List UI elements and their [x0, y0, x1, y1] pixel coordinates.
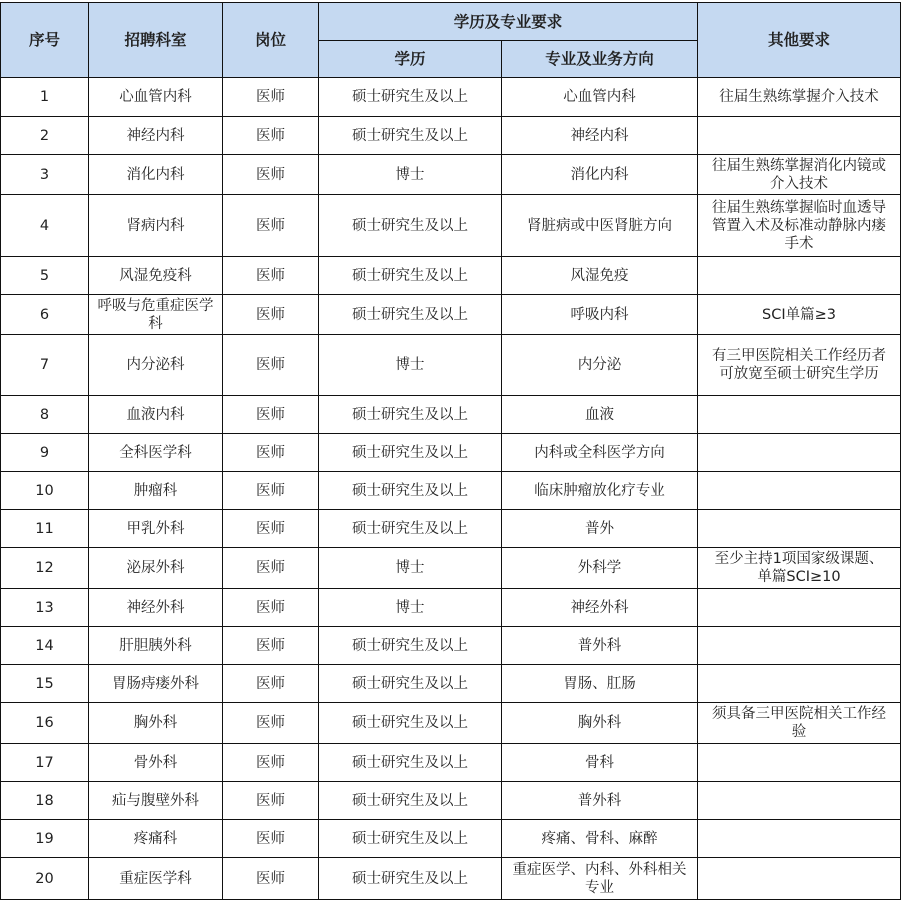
table-row [1, 510, 901, 548]
cell-major: 外科学 [502, 548, 698, 589]
cell-major: 呼吸内科 [502, 295, 698, 335]
cell-post: 医师 [223, 820, 319, 858]
cell-other [698, 257, 901, 295]
cell-major: 疼痛、骨科、麻醉 [502, 820, 698, 858]
cell-major: 重症医学、内科、外科相关专业 [502, 858, 698, 900]
table-row [1, 295, 901, 335]
cell-no: 11 [1, 510, 89, 548]
table-row [1, 548, 901, 589]
cell-no: 16 [1, 703, 89, 744]
cell-dept: 肿瘤科 [89, 472, 223, 510]
cell-no: 7 [1, 335, 89, 396]
cell-major: 内科或全科医学方向 [502, 434, 698, 472]
cell-other [698, 117, 901, 155]
cell-edu: 硕士研究生及以上 [319, 117, 502, 155]
cell-dept: 重症医学科 [89, 858, 223, 900]
cell-post: 医师 [223, 155, 319, 195]
header-post: 岗位 [223, 3, 319, 78]
table-row [1, 627, 901, 665]
cell-major: 骨科 [502, 744, 698, 782]
table-body [1, 78, 901, 900]
cell-edu: 硕士研究生及以上 [319, 858, 502, 900]
table-row [1, 195, 901, 257]
cell-major: 心血管内科 [502, 78, 698, 117]
cell-edu: 博士 [319, 335, 502, 396]
cell-major: 风湿免疫 [502, 257, 698, 295]
cell-dept: 全科医学科 [89, 434, 223, 472]
cell-edu: 硕士研究生及以上 [319, 396, 502, 434]
cell-edu: 硕士研究生及以上 [319, 434, 502, 472]
cell-edu: 硕士研究生及以上 [319, 782, 502, 820]
cell-post: 医师 [223, 434, 319, 472]
cell-major: 肾脏病或中医肾脏方向 [502, 195, 698, 257]
table-row [1, 782, 901, 820]
table-row [1, 434, 901, 472]
cell-other [698, 510, 901, 548]
cell-edu: 硕士研究生及以上 [319, 78, 502, 117]
cell-post: 医师 [223, 472, 319, 510]
cell-other [698, 434, 901, 472]
table-row [1, 335, 901, 396]
cell-edu: 博士 [319, 548, 502, 589]
cell-other [698, 589, 901, 627]
table-row [1, 155, 901, 195]
cell-post: 医师 [223, 257, 319, 295]
cell-no: 3 [1, 155, 89, 195]
cell-other: SCI单篇≥3 [698, 295, 901, 335]
header-no: 序号 [1, 3, 89, 78]
cell-no: 1 [1, 78, 89, 117]
cell-no: 18 [1, 782, 89, 820]
cell-no: 15 [1, 665, 89, 703]
table-row [1, 744, 901, 782]
cell-other [698, 744, 901, 782]
cell-other: 至少主持1项国家级课题、单篇SCI≥10 [698, 548, 901, 589]
cell-post: 医师 [223, 396, 319, 434]
cell-no: 10 [1, 472, 89, 510]
cell-no: 14 [1, 627, 89, 665]
table-row [1, 665, 901, 703]
cell-edu: 硕士研究生及以上 [319, 820, 502, 858]
cell-no: 12 [1, 548, 89, 589]
header-major: 专业及业务方向 [502, 41, 698, 78]
cell-major: 临床肿瘤放化疗专业 [502, 472, 698, 510]
cell-dept: 神经内科 [89, 117, 223, 155]
cell-dept: 心血管内科 [89, 78, 223, 117]
header-other: 其他要求 [698, 3, 901, 78]
cell-dept: 消化内科 [89, 155, 223, 195]
cell-post: 医师 [223, 858, 319, 900]
cell-no: 13 [1, 589, 89, 627]
cell-other [698, 472, 901, 510]
cell-dept: 肾病内科 [89, 195, 223, 257]
cell-no: 9 [1, 434, 89, 472]
cell-other [698, 782, 901, 820]
cell-edu: 硕士研究生及以上 [319, 257, 502, 295]
cell-edu: 博士 [319, 589, 502, 627]
cell-no: 6 [1, 295, 89, 335]
cell-other: 往届生熟练掌握介入技术 [698, 78, 901, 117]
cell-post: 医师 [223, 627, 319, 665]
cell-major: 消化内科 [502, 155, 698, 195]
cell-post: 医师 [223, 295, 319, 335]
cell-no: 17 [1, 744, 89, 782]
table-row [1, 589, 901, 627]
cell-dept: 呼吸与危重症医学科 [89, 295, 223, 335]
table-row [1, 78, 901, 117]
cell-other [698, 858, 901, 900]
cell-no: 5 [1, 257, 89, 295]
cell-major: 胃肠、肛肠 [502, 665, 698, 703]
cell-post: 医师 [223, 510, 319, 548]
cell-dept: 疼痛科 [89, 820, 223, 858]
header-dept: 招聘科室 [89, 3, 223, 78]
cell-edu: 硕士研究生及以上 [319, 627, 502, 665]
cell-edu: 硕士研究生及以上 [319, 195, 502, 257]
cell-other [698, 665, 901, 703]
cell-dept: 甲乳外科 [89, 510, 223, 548]
cell-dept: 肝胆胰外科 [89, 627, 223, 665]
cell-edu: 硕士研究生及以上 [319, 295, 502, 335]
table-row [1, 858, 901, 900]
cell-dept: 胃肠痔瘘外科 [89, 665, 223, 703]
cell-no: 4 [1, 195, 89, 257]
cell-other: 往届生熟练掌握消化内镜或介入技术 [698, 155, 901, 195]
cell-no: 2 [1, 117, 89, 155]
cell-dept: 神经外科 [89, 589, 223, 627]
cell-post: 医师 [223, 744, 319, 782]
cell-dept: 胸外科 [89, 703, 223, 744]
cell-major: 普外科 [502, 782, 698, 820]
cell-dept: 内分泌科 [89, 335, 223, 396]
cell-post: 医师 [223, 782, 319, 820]
cell-post: 医师 [223, 548, 319, 589]
cell-post: 医师 [223, 117, 319, 155]
cell-edu: 硕士研究生及以上 [319, 472, 502, 510]
cell-dept: 风湿免疫科 [89, 257, 223, 295]
table-row [1, 117, 901, 155]
cell-other: 往届生熟练掌握临时血透导管置入术及标准动静脉内瘘手术 [698, 195, 901, 257]
header-edu: 学历 [319, 41, 502, 78]
cell-dept: 血液内科 [89, 396, 223, 434]
cell-major: 神经外科 [502, 589, 698, 627]
cell-no: 8 [1, 396, 89, 434]
table-row [1, 472, 901, 510]
cell-major: 内分泌 [502, 335, 698, 396]
cell-dept: 骨外科 [89, 744, 223, 782]
cell-no: 20 [1, 858, 89, 900]
cell-edu: 博士 [319, 155, 502, 195]
cell-other [698, 627, 901, 665]
cell-no: 19 [1, 820, 89, 858]
cell-other [698, 820, 901, 858]
table-row [1, 703, 901, 744]
cell-post: 医师 [223, 703, 319, 744]
cell-edu: 硕士研究生及以上 [319, 510, 502, 548]
table-row [1, 257, 901, 295]
cell-major: 胸外科 [502, 703, 698, 744]
table-row [1, 396, 901, 434]
cell-dept: 疝与腹壁外科 [89, 782, 223, 820]
cell-dept: 泌尿外科 [89, 548, 223, 589]
cell-post: 医师 [223, 335, 319, 396]
cell-other: 须具备三甲医院相关工作经验 [698, 703, 901, 744]
cell-edu: 硕士研究生及以上 [319, 744, 502, 782]
cell-post: 医师 [223, 195, 319, 257]
cell-major: 普外科 [502, 627, 698, 665]
cell-major: 血液 [502, 396, 698, 434]
cell-edu: 硕士研究生及以上 [319, 703, 502, 744]
recruitment-table [0, 2, 901, 900]
header-row [1, 3, 901, 41]
cell-other: 有三甲医院相关工作经历者可放宽至硕士研究生学历 [698, 335, 901, 396]
header-edu-major-group: 学历及专业要求 [319, 3, 698, 41]
cell-edu: 硕士研究生及以上 [319, 665, 502, 703]
cell-post: 医师 [223, 78, 319, 117]
cell-other [698, 396, 901, 434]
cell-major: 神经内科 [502, 117, 698, 155]
cell-post: 医师 [223, 589, 319, 627]
cell-post: 医师 [223, 665, 319, 703]
cell-major: 普外 [502, 510, 698, 548]
table-row [1, 820, 901, 858]
